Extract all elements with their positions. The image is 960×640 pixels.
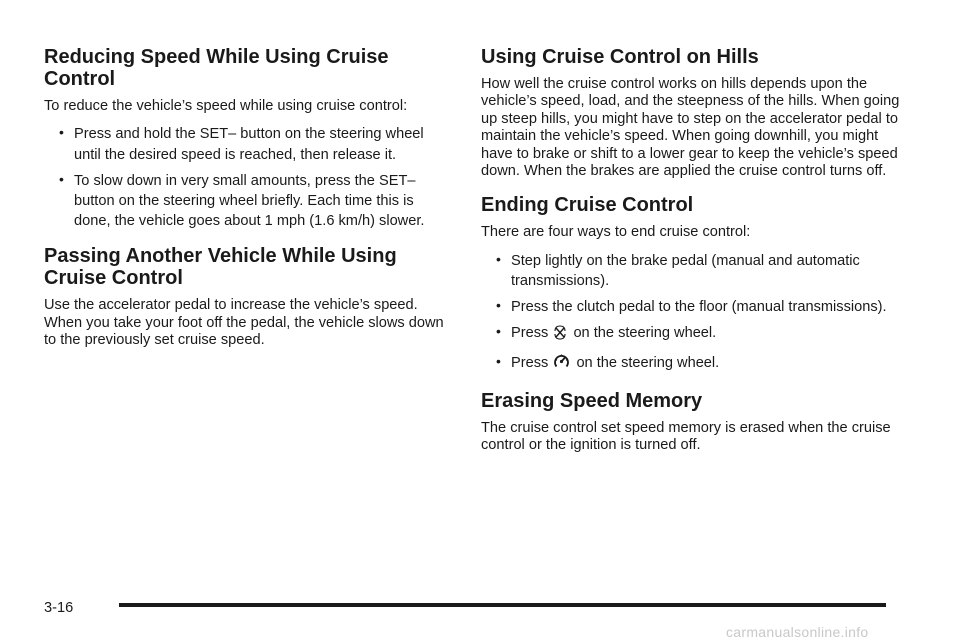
heading-hills: Using Cruise Control on Hills [481,46,759,68]
heading-reducing-speed: Reducing Speed While Using Cruise Control [44,46,389,90]
section-reducing-speed [44,46,444,231]
reducing-intro: To reduce the vehicle’s speed while using cruise control: [44,98,408,114]
bullet-icon: • [496,352,501,369]
watermark-url: carmanualsonline.info [726,624,869,640]
ending-intro: There are four ways to end cruise control: [481,224,751,241]
list-item [481,353,901,376]
page-number: 3-16 [44,600,74,616]
footer-rule [119,603,886,607]
list-item [44,124,444,164]
bullet-icon: • [496,323,501,340]
ending-bullet-list [481,251,901,376]
cruise-on-off-icon [553,353,570,376]
heading-ending: Ending Cruise Control [481,194,694,217]
bullet-icon: • [496,250,501,267]
list-item [481,251,901,291]
section-erasing [481,390,901,455]
bullet-text: Press and hold the SET– button on the steering wheel until the desired speed is reached, then release it. [74,126,424,163]
bullet-text: Press the clutch pedal to the floor (manual transmissions). [511,299,887,316]
section-ending [481,194,901,375]
section-passing [44,245,444,349]
bullet-icon: • [496,297,501,314]
bullet-text-post: on the steering wheel. [573,325,717,342]
bullet-text-pre: Press [511,354,549,371]
cruise-cancel-icon [553,325,567,346]
list-item [44,171,444,232]
heading-passing: Passing Another Vehicle While Using Cruise Control [44,245,397,290]
reducing-bullet-list [44,124,444,231]
bullet-text: Step lightly on the brake pedal (manual and automatic transmissions). [511,252,860,290]
left-column [44,46,444,364]
hills-body: How well the cruise control works on hills depends upon the vehicle’s speed, load, and the steepness of the hills. When going up steep hills, you might have to step on the accelerator pedal to maintain the vehicle’s speed. When going downhill, you might have to brake or shift to a lower gear to keep the vehicle’s speed down. When the brakes are applied the cruise control turns off. [481,76,900,180]
passing-body: Use the accelerator pedal to increase the vehicle’s speed. When you take your foot off the pedal, the vehicle slows down to the previously set cruise speed. [44,297,444,349]
bullet-text-post: on the steering wheel. [576,354,720,371]
bullet-text: To slow down in very small amounts, press the SET– button on the steering wheel briefly. Each time this is done, the vehicle goes about 1 mph (1.6 km/h) slower. [74,172,425,230]
heading-erasing: Erasing Speed Memory [481,389,703,412]
section-hills [481,46,901,180]
bullet-text-pre: Press [511,325,549,342]
bullet-icon: • [59,170,64,187]
list-item [481,297,901,317]
list-item [481,323,901,346]
right-column [481,46,901,469]
bullet-icon: • [59,124,64,141]
erasing-body: The cruise control set speed memory is erased when the cruise control or the ignition is turned off. [481,419,891,454]
